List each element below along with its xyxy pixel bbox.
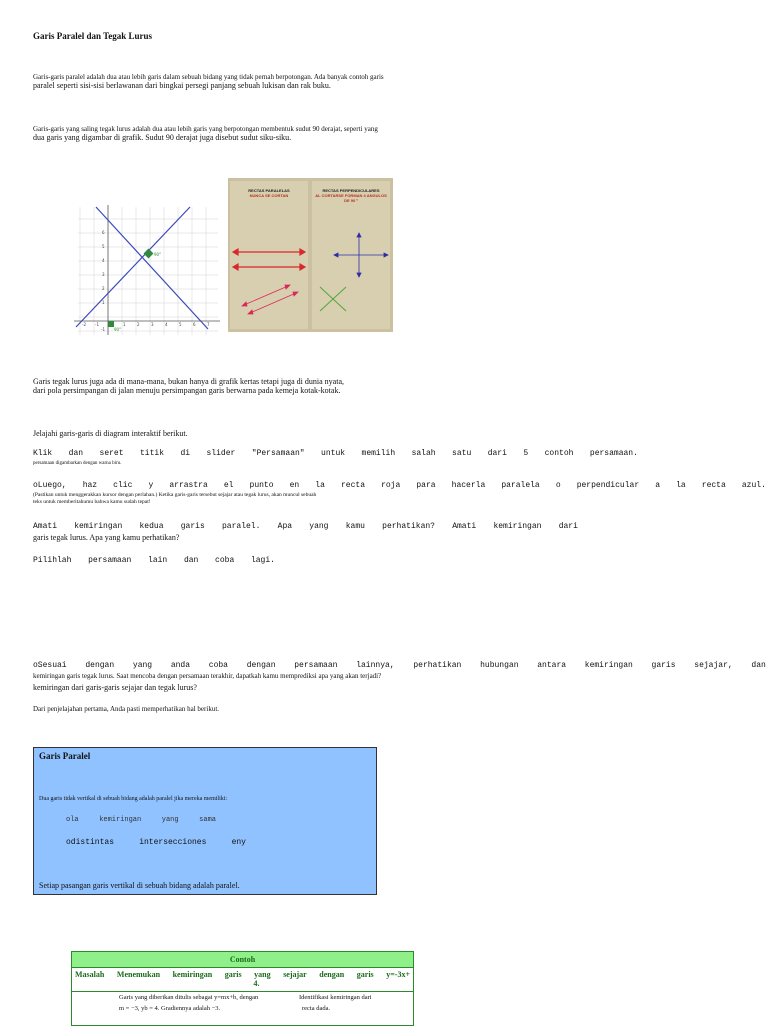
box-intro: Dua garis tidak vertikal di sebuah bidang adalah paralel jika mereka memiliki: xyxy=(39,796,228,802)
example-solution xyxy=(72,992,413,1014)
word: sama xyxy=(199,816,216,824)
word: kemiringan xyxy=(74,522,123,531)
word: yang xyxy=(254,970,271,979)
word: persamaan. xyxy=(589,449,638,458)
small-note: kemiringan garis tegak lurus. Saat mencoba dengan persamaan terakhir, dapatkah kamu memprediksi apa yang akan terjadi? xyxy=(33,672,382,680)
word: lagi. xyxy=(250,556,275,565)
word: recta xyxy=(340,481,365,490)
word: roja xyxy=(381,481,401,490)
word: Pilihlah xyxy=(33,556,72,565)
box-title: Garis Paralel xyxy=(39,751,91,761)
word: azul. xyxy=(741,481,766,490)
condition-same-slope xyxy=(66,816,216,824)
instruction-try-again xyxy=(33,556,275,565)
paragraph-real-world xyxy=(33,377,344,395)
word: dengan xyxy=(85,661,115,670)
word: persamaan xyxy=(88,556,132,565)
text-line: Garis tegak lurus juga ada di mana-mana, bukan hanya di grafik kertas tetapi juga di dunia nyata, xyxy=(33,377,345,386)
word: lain xyxy=(148,556,168,565)
instruction-observe xyxy=(33,522,578,531)
blue-line-descending xyxy=(96,207,208,329)
word: la xyxy=(676,481,686,490)
example-header: Contoh xyxy=(72,952,413,967)
word: dari xyxy=(487,449,507,458)
word: "Persamaan" xyxy=(251,449,305,458)
word: dan xyxy=(183,556,199,565)
condition-different-intercepts xyxy=(66,838,246,847)
parallel-lines-box xyxy=(33,747,377,895)
text-line: recta dada. xyxy=(302,1005,331,1012)
word: para xyxy=(416,481,436,490)
angle-label: 90° xyxy=(114,327,122,332)
word: recta xyxy=(701,481,726,490)
example-box xyxy=(71,951,414,1026)
word: coba xyxy=(208,661,228,670)
word: yang xyxy=(161,816,179,824)
word: Amati xyxy=(452,522,477,531)
word: lainnya, xyxy=(356,661,395,670)
word: Menemukan xyxy=(116,970,161,979)
word: hacerla xyxy=(451,481,486,490)
word: untuk xyxy=(321,449,346,458)
word: clic xyxy=(113,481,133,490)
word: dan xyxy=(751,661,766,670)
paragraph-parallel-definition xyxy=(33,73,443,90)
word: la xyxy=(315,481,325,490)
word: eny xyxy=(231,838,246,847)
perpendicular-panel xyxy=(312,181,390,329)
right-angle-marker xyxy=(144,249,154,259)
parallel-panel xyxy=(230,181,308,329)
parallel-perpendicular-illustration xyxy=(228,178,393,332)
small-note: persamaan digambarkan dengan warna biru. xyxy=(33,461,122,466)
solution-column xyxy=(299,992,372,1014)
word: oLuego, xyxy=(33,481,67,490)
word: y xyxy=(148,481,154,490)
word: persamaan xyxy=(294,661,338,670)
y-tick-label: 4 xyxy=(102,258,105,263)
word: en xyxy=(289,481,300,490)
word: dan xyxy=(68,449,84,458)
paragraph-perpendicular-definition xyxy=(33,125,443,142)
text-line: paralel seperti sisi-sisi berlawanan dari bingkai persegi panjang sebuah lukisan dan rak buku. xyxy=(33,81,331,90)
panel-subtitle: AL CORTARSE FORMAN 4 ANGULOS DE 90 º xyxy=(315,193,387,203)
x-tick-label: 7 xyxy=(207,322,210,327)
panel-title: RECTAS PARALELAS xyxy=(248,188,290,193)
word: haz xyxy=(82,481,98,490)
word: kemiringan xyxy=(99,816,142,824)
perpendicular-lines-graph xyxy=(70,197,220,337)
panel-title: RECTAS PERPENDICULARES xyxy=(322,188,380,193)
example-title xyxy=(75,970,410,979)
word: dengan xyxy=(246,661,276,670)
word: garis xyxy=(651,661,676,670)
text-line: (Pastikan untuk menggerakkan kursor dengan perlahan.) Ketika garis-garis tersebut sejajar atau tegak lurus, akan muncul sebuah xyxy=(33,492,317,498)
word: Apa xyxy=(277,522,293,531)
word: perhatikan? xyxy=(382,522,435,531)
text-line: garis tegak lurus. Apa yang kamu perhatikan? xyxy=(33,533,180,542)
word: oSesuai xyxy=(33,661,67,670)
word: titik xyxy=(139,449,164,458)
text-line: Identifikasi kemiringan dari xyxy=(299,994,372,1001)
word: sejajar, xyxy=(694,661,733,670)
word: dengan xyxy=(319,970,345,979)
word: anda xyxy=(170,661,191,670)
word: perpendicular xyxy=(576,481,640,490)
x-tick-label: 5 xyxy=(179,322,182,327)
word: seret xyxy=(99,449,124,458)
text-line: kemiringan dari garis-garis sejajar dan tegak lurus? xyxy=(33,683,197,692)
box-footer: Setiap pasangan garis vertikal di sebuah bidang adalah paralel. xyxy=(39,881,240,890)
instruction-drag-slider xyxy=(33,449,638,458)
word: Amati xyxy=(33,522,58,531)
text-line: teks untuk memberitahumu bahwa kamu sudah tepat! xyxy=(33,499,151,505)
perpendicular-arrows xyxy=(312,203,390,319)
word: kemiringan xyxy=(584,661,633,670)
x-tick-label: -1 xyxy=(95,322,99,327)
word: kedua xyxy=(139,522,164,531)
word: salah xyxy=(411,449,436,458)
x-tick-label: 1 xyxy=(123,322,126,327)
instruction-drag-point xyxy=(33,481,766,490)
text-line: dari pola persimpangan di jalan menuju persimpangan garis berwarna pada kemeja kotak-kotak. xyxy=(33,386,341,395)
x-tick-label: 6 xyxy=(193,322,196,327)
word: paralel. xyxy=(222,522,261,531)
word: hubungan xyxy=(480,661,519,670)
word: slider xyxy=(206,449,236,458)
word: a xyxy=(655,481,661,490)
word: kemiringan xyxy=(172,970,213,979)
y-tick-label: 1 xyxy=(102,300,105,305)
text-line: Garis yang diberikan ditulis sebagai y=mx+b, dengan xyxy=(119,994,259,1001)
text-line: Garis-garis yang saling tegak lurus adalah dua atau lebih garis yang berpotongan membentuk sudut 90 derajat, seperti yang xyxy=(33,125,378,133)
word: o xyxy=(555,481,561,490)
word: contoh xyxy=(544,449,574,458)
small-note xyxy=(33,492,316,506)
word: dari xyxy=(558,522,578,531)
text-line: m = −3, yb = 4. Gradiennya adalah −3. xyxy=(119,1005,221,1012)
word: odistintas xyxy=(66,838,115,847)
word: ola xyxy=(66,816,79,824)
solution-column xyxy=(119,992,299,1014)
word: garis xyxy=(224,970,242,979)
x-tick-label: 3 xyxy=(151,322,154,327)
word: 5 xyxy=(523,449,529,458)
word: punto xyxy=(249,481,274,490)
x-tick-label: -2 xyxy=(82,322,86,327)
word: Klik xyxy=(33,449,53,458)
example-problem xyxy=(72,967,413,992)
word: perhatikan xyxy=(413,661,462,670)
word: el xyxy=(223,481,234,490)
y-tick-label: 2 xyxy=(102,286,105,291)
word: yang xyxy=(309,522,329,531)
y-tick-label: 6 xyxy=(102,230,105,235)
x-tick-label: 2 xyxy=(137,322,140,327)
word: garis xyxy=(180,522,205,531)
instruction-compare xyxy=(33,661,766,670)
word: sejajar xyxy=(283,970,307,979)
example-title-line2: 4. xyxy=(253,979,260,988)
paragraph-explore: Jelajahi garis-garis di diagram interaktif berikut. xyxy=(33,429,188,438)
y-tick-label: 5 xyxy=(102,244,105,249)
word: intersecciones xyxy=(139,838,207,847)
text-line: Garis-garis paralel adalah dua atau lebih garis dalam sebuah bidang yang tidak pernah berpotongan. Ada banyak contoh garis xyxy=(33,73,384,81)
word: yang xyxy=(132,661,153,670)
word: di xyxy=(180,449,191,458)
word: coba xyxy=(215,556,235,565)
x-tick-label: 4 xyxy=(165,322,168,327)
y-tick-label: 3 xyxy=(102,272,105,277)
paragraph-summary-intro: Dari penjelajahan pertama, Anda pasti memperhatikan hal berikut. xyxy=(33,705,220,713)
angle-label: 90° xyxy=(154,252,162,257)
word: paralela xyxy=(501,481,540,490)
page-title: Garis Paralel dan Tegak Lurus xyxy=(33,31,153,41)
word: garis xyxy=(356,970,374,979)
parallel-arrows xyxy=(230,198,308,318)
word: antara xyxy=(537,661,567,670)
y-tick-label: -1 xyxy=(101,327,105,332)
word: arrastra xyxy=(169,481,208,490)
word: kamu xyxy=(345,522,365,531)
blue-line-ascending xyxy=(76,207,190,327)
text-line: dua garis yang digambar di grafik. Sudut 90 derajat juga disebut sudut siku-siku. xyxy=(33,133,292,142)
word: memilih xyxy=(361,449,396,458)
word: satu xyxy=(452,449,472,458)
panel-subtitle: NUNCA SE CORTAN xyxy=(249,193,289,198)
word: Masalah xyxy=(75,970,105,979)
word: y=-3x+ xyxy=(386,970,410,979)
word: kemiringan xyxy=(493,522,542,531)
